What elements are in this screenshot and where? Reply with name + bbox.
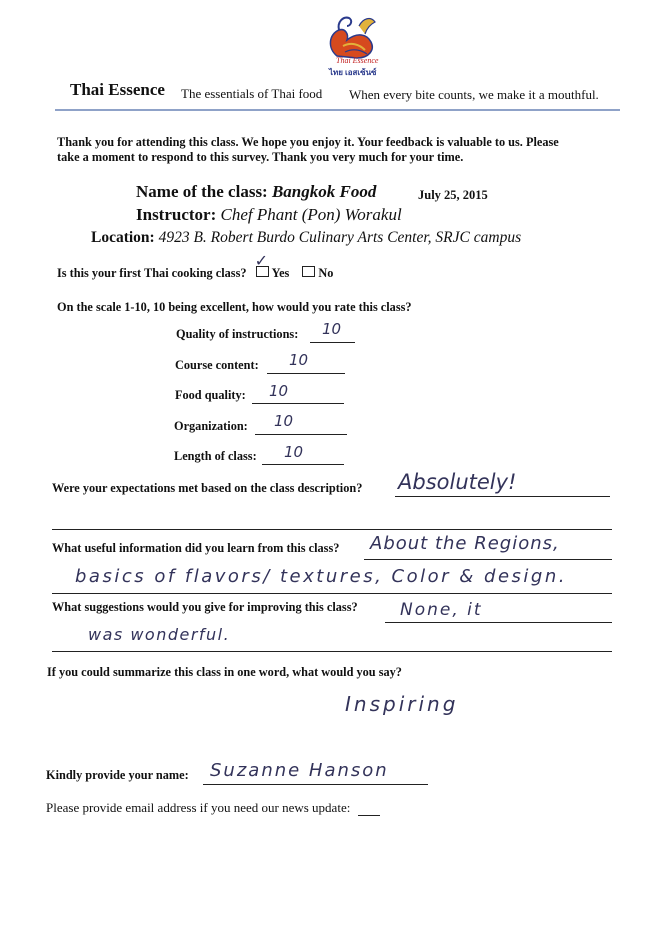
location-value: 4923 B. Robert Burdo Culinary Arts Center, SRJC campus bbox=[158, 229, 522, 246]
suggestions-answer-2[interactable]: was wonderful. bbox=[88, 625, 231, 644]
rating-value-instructions[interactable]: 10 bbox=[322, 320, 342, 338]
rating-label-length: Length of class: bbox=[174, 449, 257, 463]
useful-info-line-2 bbox=[52, 593, 612, 594]
no-checkbox[interactable] bbox=[302, 266, 315, 277]
rating-question: On the scale 1-10, 10 being excellent, how would you rate this class? bbox=[57, 300, 412, 314]
expectations-line-1 bbox=[395, 496, 610, 497]
rating-label-organization: Organization: bbox=[174, 419, 248, 433]
useful-info-answer-2[interactable]: basics of flavors/ textures, Color & design. bbox=[75, 566, 567, 587]
expectations-answer[interactable]: Absolutely! bbox=[398, 470, 517, 494]
swan-icon bbox=[323, 12, 383, 62]
expectations-question: Were your expectations met based on the class description? bbox=[52, 481, 363, 495]
yes-label: Yes bbox=[271, 266, 290, 280]
class-name-value: Bangkok Food bbox=[271, 182, 377, 201]
expectations-line-2 bbox=[52, 529, 612, 530]
rating-line-organization bbox=[255, 434, 347, 435]
logo-text-thai: ไทย เอสเซ้นซ์ bbox=[329, 68, 377, 77]
useful-info-question: What useful information did you learn from this class? bbox=[52, 541, 340, 555]
rating-line-food bbox=[252, 403, 344, 404]
header-divider bbox=[55, 109, 620, 111]
checkmark-icon: ✓ bbox=[254, 251, 268, 270]
intro-line-1: Thank you for attending this class. We hope you enjoy it. Your feedback is valuable to us. Please bbox=[57, 135, 559, 149]
brand-name: Thai Essence bbox=[70, 80, 165, 99]
class-name-row bbox=[136, 182, 376, 202]
suggestions-line-1 bbox=[385, 622, 612, 623]
summary-answer[interactable]: Inspiring bbox=[345, 692, 459, 716]
instructor-row bbox=[136, 205, 402, 225]
location-label: Location: bbox=[91, 229, 155, 246]
name-line bbox=[203, 784, 428, 785]
rating-value-organization[interactable]: 10 bbox=[274, 412, 294, 430]
rating-value-food[interactable]: 10 bbox=[269, 382, 289, 400]
yes-checkbox[interactable] bbox=[254, 251, 269, 277]
summary-question: If you could summarize this class in one word, what would you say? bbox=[47, 665, 402, 679]
name-label: Kindly provide your name: bbox=[46, 768, 189, 782]
suggestions-question: What suggestions would you give for improving this class? bbox=[52, 600, 358, 614]
rating-value-length[interactable]: 10 bbox=[284, 443, 304, 461]
name-value[interactable]: Suzanne Hanson bbox=[210, 760, 389, 781]
first-class-row bbox=[57, 251, 334, 281]
suggestions-line-2 bbox=[52, 651, 612, 652]
first-class-question: Is this your first Thai cooking class? bbox=[57, 266, 247, 280]
rating-label-instructions: Quality of instructions: bbox=[176, 327, 299, 341]
class-date: July 25, 2015 bbox=[418, 188, 488, 202]
intro-line-2: take a moment to respond to this survey. Thank you very much for your time. bbox=[57, 150, 464, 164]
instructor-label: Instructor: bbox=[136, 205, 217, 224]
email-line[interactable] bbox=[358, 815, 380, 816]
instructor-value: Chef Phant (Pon) Worakul bbox=[220, 205, 402, 224]
no-label: No bbox=[318, 266, 334, 280]
brand-tagline: The essentials of Thai food bbox=[181, 86, 323, 101]
class-name-label: Name of the class: bbox=[136, 182, 268, 201]
useful-info-line-1 bbox=[364, 559, 612, 560]
brand-slogan: When every bite counts, we make it a mouthful. bbox=[349, 87, 599, 102]
useful-info-answer-1[interactable]: About the Regions, bbox=[370, 533, 560, 554]
rating-label-content: Course content: bbox=[175, 358, 259, 372]
suggestions-answer-1[interactable]: None, it bbox=[400, 600, 483, 620]
logo-text-english: Thai Essence bbox=[336, 56, 379, 65]
rating-line-length bbox=[262, 464, 344, 465]
rating-label-food: Food quality: bbox=[175, 388, 246, 402]
email-label: Please provide email address if you need our news update: bbox=[46, 800, 351, 815]
thai-essence-logo bbox=[323, 12, 383, 78]
rating-line-instructions bbox=[310, 342, 355, 343]
location-row bbox=[91, 229, 521, 247]
rating-line-content bbox=[267, 373, 345, 374]
rating-value-content[interactable]: 10 bbox=[289, 351, 309, 369]
